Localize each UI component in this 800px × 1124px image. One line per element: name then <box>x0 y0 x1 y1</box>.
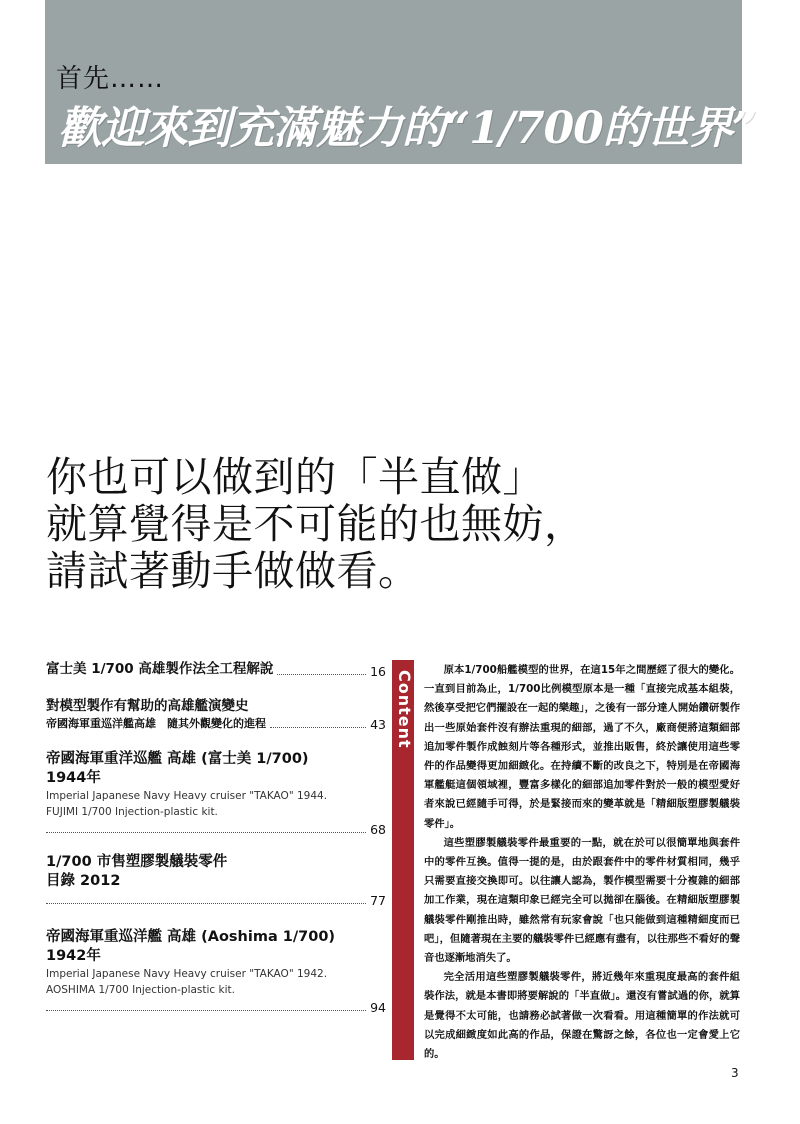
page-number: 3 <box>731 1066 739 1080</box>
toc-entry-english: AOSHIMA 1/700 Injection-plastic kit. <box>46 984 235 996</box>
toc-leader-dots <box>270 726 366 728</box>
content-tab-label: Content <box>395 670 414 749</box>
toc-entry-english: Imperial Japanese Navy Heavy cruiser "TAKAO" 1942. <box>46 968 328 980</box>
toc-entry-year: 1944年 <box>46 770 101 786</box>
toc-entry-title: 帝國海軍重洋巡艦 高雄 (富士美 1/700) <box>46 751 309 767</box>
headline-line-1: 你也可以做到的「半直做」 <box>46 453 544 501</box>
header-subtitle: 首先…… <box>56 64 165 94</box>
toc-leader-dots <box>46 831 366 833</box>
toc-entry-title-line2: 目錄 2012 <box>46 873 121 889</box>
table-of-contents <box>46 660 386 1015</box>
toc-page-number: 16 <box>370 664 386 679</box>
body-paragraph-1: 原本1/700船艦模型的世界，在這15年之間歷經了很大的變化。一直到目前為止，1/700比例模型原本是一種「直接完成基本組裝，然後享受把它們擺設在一起的樂趣」，之後有一部分達人開始鑽研製作出一些原始套件沒有辦法重現的細部，過了不久，廠商便將這類細部追加零件製作成蝕刻片等各種形式，並推出販售，終於讓使用這些零件的作品變得更加細緻化。在持續不斷的改良之下，特別是在帝國海軍艦艇這個領域裡，豐富多樣化的細部追加零件對於一般的模型愛好者來說已經隨手可得，於是緊接而來的變革就是「精細版塑膠製艤裝零件」。 <box>424 664 740 830</box>
body-paragraph-3: 完全活用這些塑膠製艤裝零件，將近幾年來重現度最高的套件組裝作法，就是本書即將要解說的「半直做」。還沒有嘗試過的你，就算是覺得不太可能，也請務必試著做一次看看。用這種簡單的作法就可以完成細緻度如此高的作品，保證在驚訝之餘，各位也一定會愛上它的。 <box>424 971 740 1061</box>
toc-entry-3[interactable] <box>46 750 386 837</box>
toc-entry-year: 1942年 <box>46 948 101 964</box>
toc-entry-english: FUJIMI 1/700 Injection-plastic kit. <box>46 806 218 818</box>
toc-entry-english: Imperial Japanese Navy Heavy cruiser "TAKAO" 1944. <box>46 790 328 802</box>
toc-leader-dots <box>46 902 366 904</box>
toc-entry-5[interactable] <box>46 928 386 1015</box>
toc-page-number: 43 <box>370 717 386 732</box>
toc-page-number: 68 <box>370 822 386 837</box>
toc-entry-1[interactable] <box>46 660 386 679</box>
headline <box>46 454 746 595</box>
body-paragraph-2: 這些塑膠製艤裝零件最重要的一點，就在於可以很簡單地與套件中的零件互換。值得一提的是，由於跟套件中的零件材質相同，幾乎只需要直接交換即可。以往讓人認為，製作模型需要十分複雜的細部加工作業，現在這類印象已經完全可以拋卻在腦後。在精細版塑膠製艤裝零件剛推出時，雖然常有玩家會說「也只能做到這種精細度而已吧」，但隨著現在主要的艤裝零件已經應有盡有，以往那些不看好的聲音也逐漸地消失了。 <box>424 836 740 965</box>
toc-leader-dots <box>46 1009 366 1011</box>
headline-line-3: 請試著動手做做看。 <box>46 547 420 595</box>
toc-leader-dots <box>277 673 366 675</box>
intro-body-text <box>424 661 740 1064</box>
toc-entry-title: 富士美 1/700 高雄製作法全工程解說 <box>46 661 274 677</box>
toc-page-number: 77 <box>370 893 386 908</box>
toc-entry-subtitle: 帝國海軍重巡洋艦高雄 隨其外觀變化的進程 <box>46 717 266 730</box>
toc-entry-title: 帝國海軍重巡洋艦 高雄 (Aoshima 1/700) <box>46 929 336 945</box>
toc-entry-title: 對模型製作有幫助的高雄艦演變史 <box>46 698 249 714</box>
headline-line-2: 就算覺得是不可能的也無妨， <box>46 500 586 548</box>
toc-entry-title: 1/700 市售塑膠製艤裝零件 <box>46 854 228 870</box>
toc-entry-2[interactable] <box>46 697 386 732</box>
header-title: 歡迎來到充滿魅力的“1/700的世界” <box>58 103 757 154</box>
toc-page-number: 94 <box>370 1000 386 1015</box>
toc-entry-4[interactable] <box>46 853 386 908</box>
